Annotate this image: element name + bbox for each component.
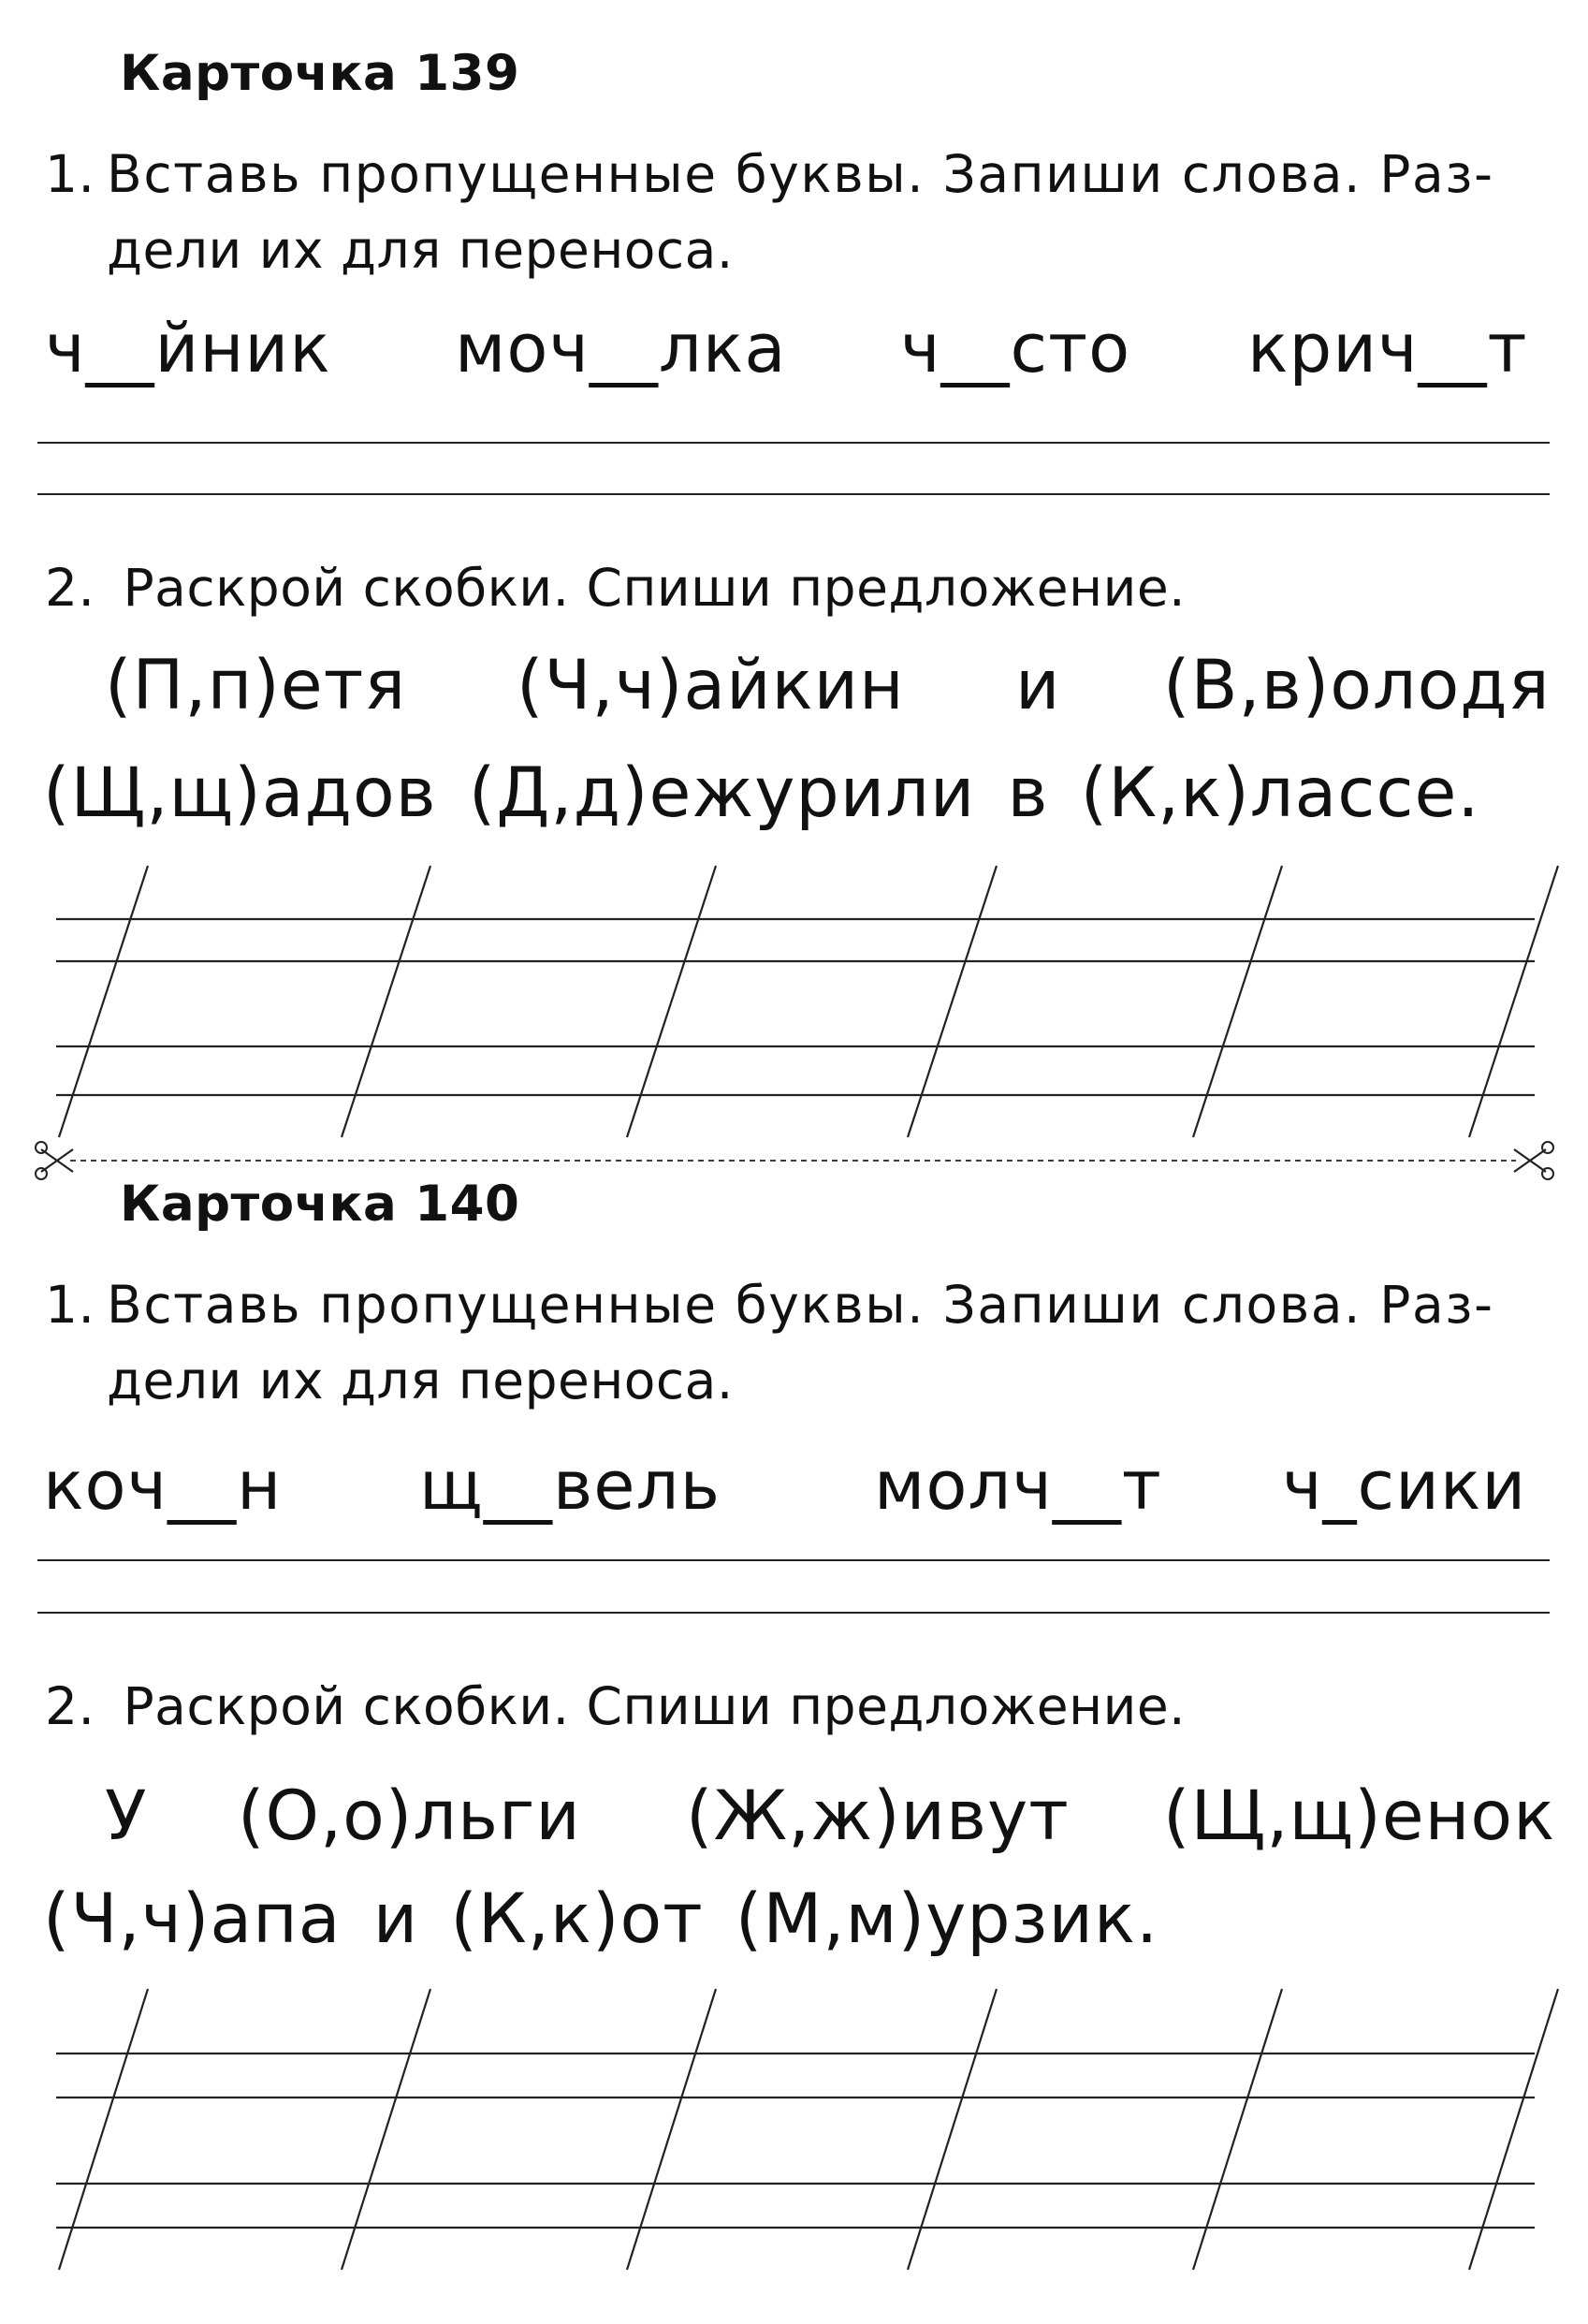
card-139-title: Карточка 139 — [120, 45, 520, 102]
sentence-word: (В,в)олодя — [1163, 646, 1551, 725]
sentence-word: У — [105, 1776, 148, 1856]
card-140-task-1-line-2: дели их для переноса. — [107, 1351, 734, 1410]
sentence-word: (П,п)етя — [105, 646, 407, 725]
task-number: 2. — [45, 1676, 95, 1736]
answer-line — [37, 442, 1550, 444]
word-2: моч__лка — [455, 309, 787, 387]
sentence-word: (Щ,щ)енок — [1163, 1776, 1556, 1856]
card-140-sentence-line-2: (Ч,ч)апа и (К,к)от (М,м)урзик. — [43, 1879, 1159, 1959]
card-139-words — [0, 309, 1588, 402]
sentence-word: (О,о)льги — [238, 1776, 581, 1856]
task-number: 1. — [45, 144, 95, 204]
slant-guide-line — [59, 866, 148, 1137]
task-text-line-1: Вставь пропущенные буквы. Запиши слова. Раз- — [107, 144, 1494, 204]
word-1: ч__йник — [45, 309, 331, 387]
card-140-title: Карточка 140 — [120, 1176, 520, 1233]
card-140-sentence-line-1 — [0, 1776, 1588, 1870]
card-140-task-2 — [45, 1676, 1186, 1736]
word-1: коч__н — [43, 1446, 283, 1525]
scissors-icon — [1514, 1142, 1553, 1179]
slant-guide-line — [627, 866, 716, 1137]
word-4: крич__т — [1247, 309, 1528, 387]
card-139-task-2 — [45, 558, 1186, 618]
card-140-words — [0, 1446, 1588, 1540]
word-2: щ__вель — [419, 1446, 721, 1525]
scissors-icon — [36, 1142, 73, 1179]
task-text-line-1: Вставь пропущенные буквы. Запиши слова. Раз- — [107, 1275, 1494, 1335]
task-text: Раскрой скобки. Спиши предложение. — [123, 558, 1187, 618]
slant-guide-line — [908, 866, 997, 1137]
handwriting-grid — [0, 1966, 1588, 2284]
slant-guide-line — [1193, 866, 1282, 1137]
word-3: ч__сто — [900, 309, 1131, 387]
slant-guide-line — [342, 866, 430, 1137]
answer-line — [37, 1612, 1550, 1614]
answer-line — [37, 1559, 1550, 1561]
task-number: 1. — [45, 1275, 95, 1335]
task-number: 2. — [45, 558, 95, 618]
card-139-sentence-line-1 — [0, 646, 1588, 739]
word-3: молч__т — [874, 1446, 1162, 1525]
slant-guide-line — [1469, 866, 1558, 1137]
task-text: Раскрой скобки. Спиши предложение. — [123, 1676, 1187, 1736]
card-140-task-1 — [45, 1275, 1552, 1335]
card-139-task-1 — [45, 144, 1552, 204]
card-139-sentence-line-2: (Щ,щ)адов (Д,д)ежурили в (К,к)лассе. — [43, 753, 1480, 833]
word-4: ч_сики — [1282, 1446, 1527, 1525]
card-139-task-1-line-2: дели их для переноса. — [107, 220, 734, 280]
sentence-word: и — [1015, 646, 1061, 725]
answer-line — [37, 493, 1550, 495]
sentence-word: (Ж,ж)ивут — [686, 1776, 1070, 1856]
sentence-word: (Ч,ч)айкин — [517, 646, 905, 725]
handwriting-grid — [0, 842, 1588, 1161]
